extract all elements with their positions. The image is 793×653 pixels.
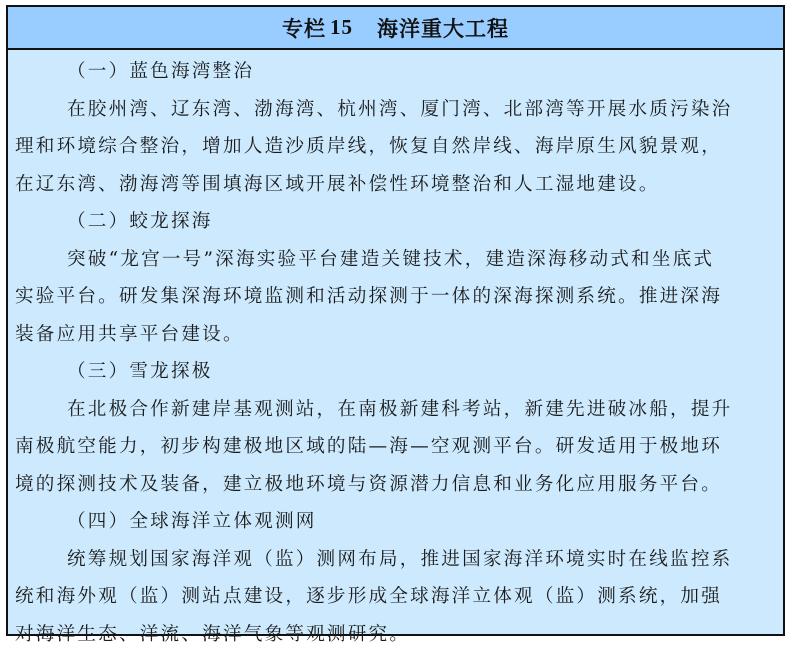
paragraph-line: 装备应用共享平台建设。: [15, 316, 776, 354]
paragraph-line: 实验平台。研发集深海环境监测和活动探测于一体的深海探测系统。推进深海: [15, 278, 776, 316]
paragraph-line: 在辽东湾、渤海湾等围填海区域开展补偿性环境整治和人工湿地建设。: [15, 166, 776, 204]
box-body: [8, 50, 783, 653]
paragraph-line: 理和环境综合整治，增加人造沙质岸线，恢复自然岸线、海岸原生风貌景观，: [15, 128, 776, 166]
section-heading: （二）蛟龙探海: [15, 203, 776, 241]
paragraph-line: 在北极合作新建岸基观测站，在南极新建科考站，新建先进破冰船，提升: [15, 391, 776, 429]
header-title: 海洋重大工程: [377, 13, 509, 43]
paragraph-line: 对海洋生态、洋流、海洋气象等观测研究。: [15, 616, 776, 653]
header-label: 专栏: [282, 13, 326, 43]
paragraph-line: 境的探测技术及装备，建立极地环境与资源潜力信息和业务化应用服务平台。: [15, 466, 776, 504]
feature-box: [6, 5, 785, 636]
paragraph-line: 在胶州湾、辽东湾、渤海湾、杭州湾、厦门湾、北部湾等开展水质污染治: [15, 91, 776, 129]
paragraph-line: 统和海外观（监）测站点建设，逐步形成全球海洋立体观（监）测系统，加强: [15, 578, 776, 616]
box-header: [8, 7, 783, 50]
header-number: 15: [330, 15, 353, 40]
paragraph-line: 南极航空能力，初步构建极地区域的陆—海—空观测平台。研发适用于极地环: [15, 428, 776, 466]
section-heading: （一）蓝色海湾整治: [15, 53, 776, 91]
section-heading: （三）雪龙探极: [15, 353, 776, 391]
paragraph-line: 突破“龙宫一号”深海实验平台建造关键技术，建造深海移动式和坐底式: [15, 241, 776, 279]
section-heading: （四）全球海洋立体观测网: [15, 503, 776, 541]
paragraph-line: 统筹规划国家海洋观（监）测网布局，推进国家海洋环境实时在线监控系: [15, 541, 776, 579]
